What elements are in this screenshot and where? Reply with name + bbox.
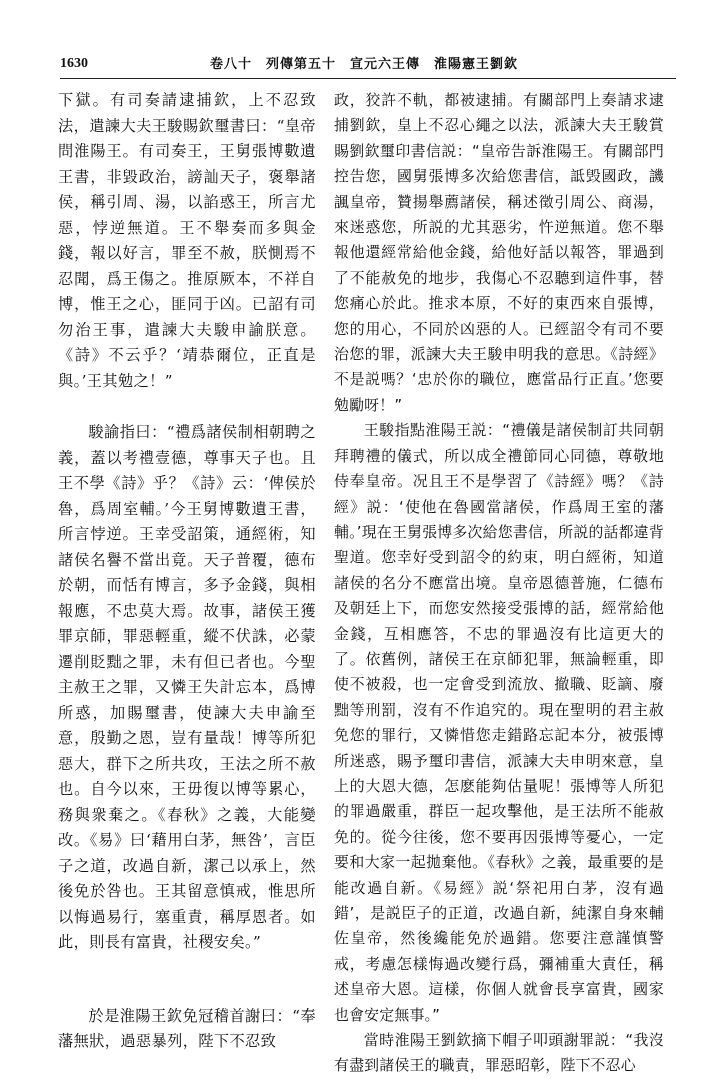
- running-title: 卷八十 列傳第五十 宣元六王傳 淮陽憲王劉欽: [210, 57, 519, 72]
- classical-text-column: [58, 88, 316, 1055]
- classical-paragraph-2: 駿諭指曰：“禮爲諸侯制相朝聘之義，蓋以考禮壹德，尊事天子也。且王不學《詩》乎？《詩》云：‘俾侯於魯，爲周室輔。’今王舅博數遺王書，所言悖逆。王幸受詔策，通經術，知諸侯名譽不當出竟。天子普覆，德布於朝，而恬有博言，多予金錢，與相報應，不忠莫大焉。故事，諸侯王獲罪京師，罪惡輕重，縱不伏誅，必蒙遷削貶黜之罪，未有但已者也。今聖主赦王之罪，又憐王失計忘本，爲博所惑，加賜璽書，使諫大夫申諭至意，殷勤之恩，豈有量哉！博等所犯惡大，群下之所共攻，王法之所不赦也。自今以來，王毋復以博等累心，務與衆棄之。《春秋》之義，大能變改。《易》曰‘藉用白茅，無咎’，言臣子之道，改過自新，潔己以承上，然後免於咎也。王其留意慎戒，惟思所以悔過易行，塞重責，稱厚恩者。如此，則長有富貴，社稷安矣。”: [58, 423, 316, 951]
- translation-paragraph-2: 王駿指點淮陽王説：“禮儀是諸侯制訂共同朝拜聘禮的儀式，所以成全禮節同心同德，尊敬地侍奉皇帝。况且王不是學習了《詩經》嗎？《詩經》説：‘使他在魯國當諸侯，作爲周王室的藩輔。’現在王舅張博多次給您書信，所説的話都違背聖道。您幸好受到詔令的約束，明白經術，知道諸侯的名分不應當出境。皇帝恩德普施，仁德布及朝廷上下，而您安然接受張博的話，經常給他金錢，互相應答，不忠的罪過沒有比這更大的了。依舊例，諸侯王在京師犯罪，無論輕重，即使不被殺，也一定會受到流放、撤職、貶謫、廢黜等刑罰，沒有不作追究的。現在聖明的君主赦免您的罪行，又憐惜您走錯路忘記本分，被張博所迷惑，賜予璽印書信，派諫大夫申明來意，皇上的大恩大德，怎麽能夠估量呢！張博等人所犯的罪過嚴重，群臣一起攻擊他，是王法所不能赦免的。從今往後，您不要再因張博等憂心，一定要和大家一起拋棄他。《春秋》之義，最重要的是能改過自新。《易經》説‘祭祀用白茅，沒有過錯’，是説臣子的正道，改過自新，純潔自身來輔佐皇帝，然後纔能免於過錯。您要注意謹慎警戒，考慮怎樣悔過改變行爲，彌補重大責任，稱述皇帝大恩。這樣，你個人就會長享富貴，國家也會安定無事。”: [334, 421, 664, 1024]
- translation-paragraph-1: 政，狡許不軌，都被逮捕。有關部門上奏請求逮捕劉欽，皇上不忍心繩之以法，派諫大夫王駿賞賜劉欽璽印書信説：“皇帝告訴淮陽王。有關部門控告您，國舅張博多次給您書信，詆毁國政，譏諷皇帝，贊揚舉薦諸侯，稱述徵引周公、商湯，來迷惑您，所説的尤其惡劣，忤逆無道。您不舉報他還經常給他金錢，給他好話以報答，罪過到了不能赦免的地步，我傷心不忍聽到這件事，替您痛心於此。推求本原，不好的東西來自張博，您的用心，不同於凶惡的人。已經詔令有司不要治您的罪，派諫大夫王駿申明我的意思。《詩經》不是説嗎？‘忠於你的職位，應當品行正直。’您要勉勵呀！”: [334, 91, 664, 414]
- page-number: 1630: [60, 56, 88, 71]
- page-header: [60, 44, 676, 72]
- header-rule: [60, 78, 676, 79]
- classical-paragraph-1: 下獄。有司奏請逮捕欽，上不忍致法，遣諫大夫王駿賜欽璽書曰：“皇帝問淮陽王。有司奏王，王舅張博數遺王書，非毀政治，謗訕天子，褒舉諸侯，稱引周、湯，以諂惑王，所言尤惡，悖逆無道。王不舉奏而多與金錢，報以好言，罪至不赦，朕惻焉不忍聞，爲王傷之。推原厥本，不祥自博，惟王之心，匪同于凶。已詔有司勿治王事，遣諫大夫駿申諭朕意。《詩》不云乎？‘靖恭爾位，正直是與。’王其勉之！”: [58, 91, 316, 390]
- translation-text-column: [334, 88, 664, 1079]
- classical-paragraph-3: 於是淮陽王欽免冠稽首謝曰：“奉藩無狀，過惡暴列，陛下不忍致: [58, 1006, 316, 1050]
- translation-paragraph-3: 當時淮陽王劉欽摘下帽子叩頭謝罪説：“我沒有盡到諸侯王的職責，罪惡昭彰，陛下不忍心: [334, 1031, 664, 1075]
